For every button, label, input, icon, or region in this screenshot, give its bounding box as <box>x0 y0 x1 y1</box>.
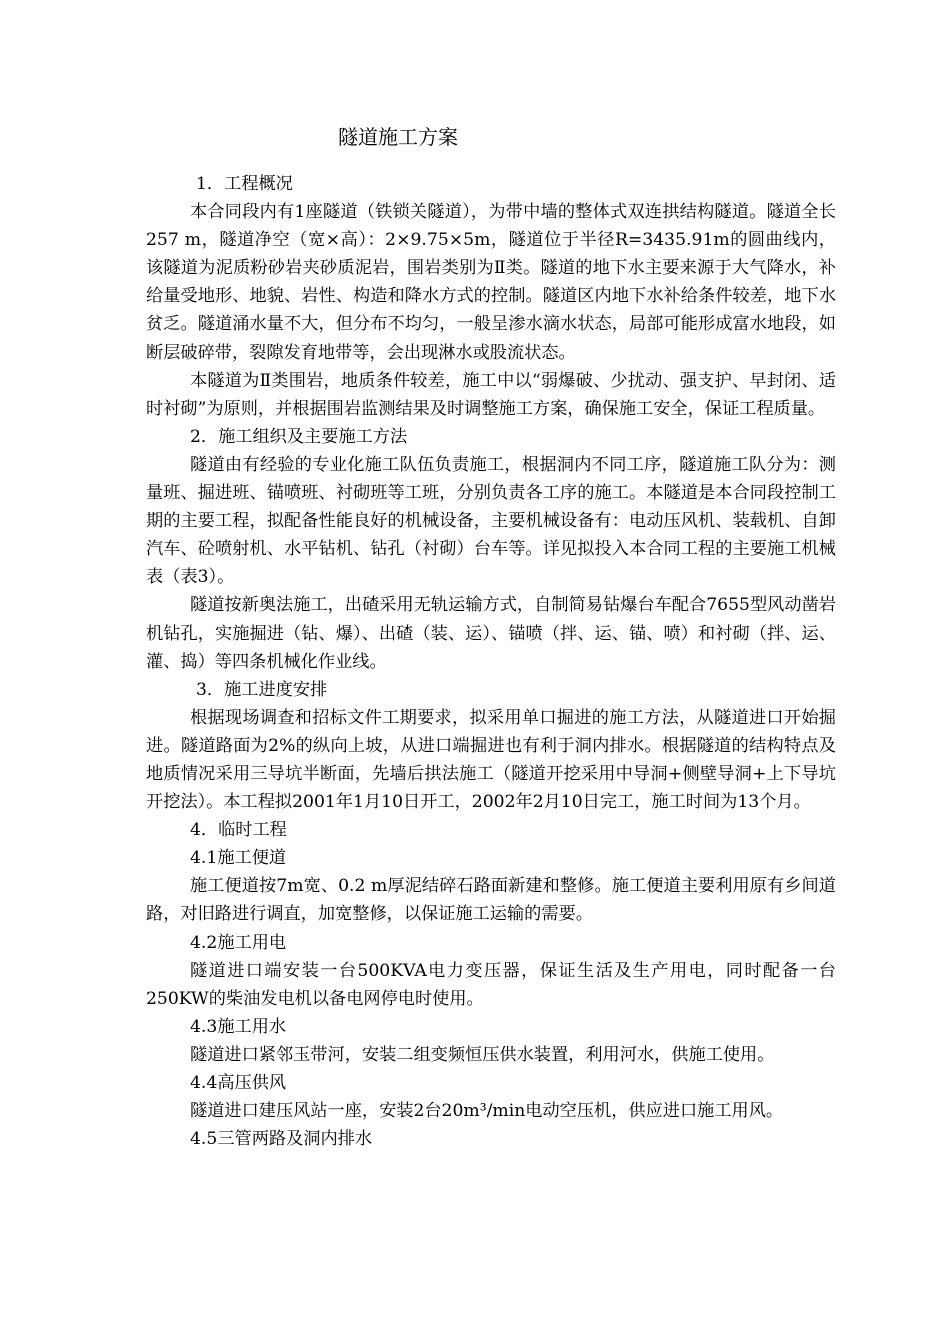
subsection-heading-4-4: 4.4高压供风 <box>190 1073 287 1093</box>
section-heading-3: 3．施工进度安排 <box>196 679 328 700</box>
section-heading-1: 1．工程概况 <box>196 174 293 194</box>
subsection-4-3-paragraph: 隧道进口紧邻玉带河，安装二组变频恒压供水装置，利用河水，供施工使用。 <box>190 1044 775 1065</box>
subsection-4-2-paragraph: 隧道进口端安装一台500KVA电力变压器，保证生活及生产用电，同时配备一台250KW的柴油发电机以备电网停电时使用。 <box>146 960 836 1009</box>
subsection-heading-4-2: 4.2施工用电 <box>190 932 287 953</box>
section-3-paragraph-1: 根据现场调查和招标文件工期要求，拟采用单口掘进的施工方法，从隧道进口开始掘进。隧道路面为2%的纵向上坡，从进口端掘进也有利于洞内排水。根据隧道的结构特点及地质情况采用三导坑半断面，先墙后拱法施工（隧道开挖采用中导洞+侧壁导洞+上下导坑开挖法）。本工程拟2001年1月10日开工，2002年2月10日完工，施工时间为13个月。 <box>146 707 836 813</box>
section-heading-2: 2．施工组织及主要施工方法 <box>190 426 408 447</box>
section-2-paragraph-1: 隧道由有经验的专业化施工队伍负责施工，根据洞内不同工序，隧道施工队分为：测量班、掘进班、锚喷班、衬砌班等工班，分别负责各工序的施工。本隧道是本合同段控制工期的主要工程，拟配备性能良好的机械设备，主要机械设备有：电动压风机、装载机、自卸汽车、砼喷射机、水平钻机、钻孔（衬砌）台车等。详见拟投入本合同工程的主要施工机械表（表3）。 <box>146 454 836 588</box>
subsection-heading-4-3: 4.3施工用水 <box>190 1016 287 1037</box>
document-body <box>146 170 836 1153</box>
subsection-heading-4-1: 4.1施工便道 <box>190 848 287 869</box>
subsection-4-4-paragraph: 隧道进口建压风站一座，安装2台20m³/min电动空压机，供应进口施工用风。 <box>190 1101 784 1122</box>
section-1-paragraph-2: 本隧道为Ⅱ类围岩，地质条件较差，施工中以“弱爆破、少扰动、强支护、早封闭、适时衬砌”为原则，并根据围岩监测结果及时调整施工方案，确保施工安全，保证工程质量。 <box>146 370 836 419</box>
section-heading-4: 4．临时工程 <box>190 820 287 841</box>
subsection-4-1-paragraph: 施工便道按7m宽、0.2 m厚泥结碎石路面新建和整修。施工便道主要利用原有乡间道路，对旧路进行调直，加宽整修，以保证施工运输的需要。 <box>146 876 836 925</box>
page-title: 隧道施工方案 <box>338 125 458 149</box>
section-1-paragraph-1: 本合同段内有1座隧道（铁锁关隧道），为带中墙的整体式双连拱结构隧道。隧道全长257 m，隧道净空（宽×高）：2×9.75×5m，隧道位于半径R=3435.91m的圆曲线内，该隧道为泥质粉砂岩夹砂质泥岩，围岩类别为Ⅱ类。隧道的地下水主要来源于大气降水，补给量受地形、地貌、岩性、构造和降水方式的控制。隧道区内地下水补给条件较差，地下水贫乏。隧道涌水量不大，但分布不均匀，一般呈渗水滴水状态，局部可能形成富水地段，如断层破碎带，裂隙发育地带等，会出现淋水或股流状态。 <box>146 202 836 363</box>
subsection-heading-4-5: 4.5三管两路及洞内排水 <box>190 1129 373 1150</box>
section-2-paragraph-2: 隧道按新奥法施工，出碴采用无轨运输方式，自制简易钻爆台车配合7655型风动凿岩机钻孔，实施掘进（钻、爆）、出碴（装、运）、锚喷（拌、运、锚、喷）和衬砌（拌、运、灌、捣）等四条机械化作业线。 <box>146 595 836 672</box>
